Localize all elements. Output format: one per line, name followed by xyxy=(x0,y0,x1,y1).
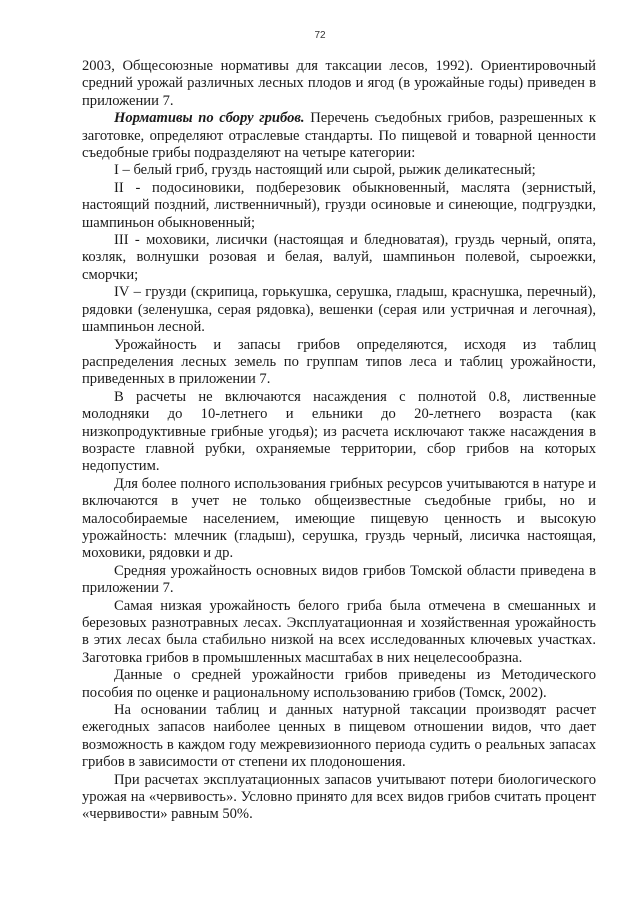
paragraph-mushroom-norms xyxy=(82,110,596,162)
paragraph-lowest-yield: Самая низкая урожайность белого гриба была отмечена в смешанных и березовых разнотравных лесах. Эксплуатационная и хозяйственная урожайность в этих лесах была стабильно низкой на всех исследованных ключевых участках. Заготовка грибов в промышленных масштабах в них нецелесообразна. xyxy=(82,597,596,666)
paragraph-fuller-use: Для более полного использования грибных ресурсов учитываются в натуре и включаются в учет не только общеизвестные съедобные грибы, но и малособираемые населением, имеющие пищевую ценность и высокую урожайность: млечник (гладыш), серушка, груздь черный, лисичка настоящая, моховики, рядовки и др. xyxy=(82,475,596,562)
category-item-3: III - моховики, лисички (настоящая и бледноватая), груздь черный, опята, козляк, волнушки розовая и белая, валуй, шампиньон полевой, сыроежки, сморчки; xyxy=(82,232,596,283)
category-item-1: I – белый гриб, груздь настоящий или сырой, рыжик деликатесный; xyxy=(114,162,536,179)
paragraph-wormy-losses: При расчетах эксплуатационных запасов учитывают потери биологического урожая на «червивость». Условно принято для всех видов грибов считать процент «червивости» равным 50%. xyxy=(82,771,596,823)
paragraph-average-yield: Средняя урожайность основных видов грибов Томской области приведена в приложении 7. xyxy=(82,562,596,597)
document-body xyxy=(82,58,596,824)
paragraph-text: Перечень съедобных грибов, разрешенных к заготовке, определяют отраслевые стандарты. По пищевой и товарной ценности съедобные грибы подразделяют на четыре категории: xyxy=(82,110,596,162)
paragraph-data-source: Данные о средней урожайности грибов приведены из Методического пособия по оценке и рациональному использованию грибов (Томск, 2002). xyxy=(82,667,596,701)
section-heading-mushroom-norms: Нормативы по сбору грибов. xyxy=(114,110,305,127)
page-number: 72 xyxy=(314,30,326,41)
category-item-4: IV – грузди (скрипица, горькушка, серушка, гладыш, краснушка, перечный), рядовки (зеленушка, серая рядовка), вешенки (серая или устричная и легочная), шампиньон лесной. xyxy=(82,284,596,336)
category-item-2: II - подосиновики, подберезовик обыкновенный, маслята (зернистый, настоящий поздний, лиственничный), грузди осиновые и синеющие, подгруздки, шампиньон обыкновенный; xyxy=(82,179,596,231)
paragraph-calculation: На основании таблиц и данных натурной таксации производят расчет ежегодных запасов наиболее ценных в пищевом отношении видов, что дает возможность в каждом году межревизионного периода судить о реальных запасах грибов в зависимости от степени их плодоношения. xyxy=(82,702,596,771)
paragraph-exclusions: В расчеты не включаются насаждения с полнотой 0.8, лиственные молодняки до 10-летнего и ельники до 20-летнего возраста (как низкопродуктивные грибные угодья); из расчета исключают также насаждения в возрасте главной рубки, охраняемые территории, сбор грибов на которых недопустим. xyxy=(82,388,596,475)
paragraph-yield-reserves: Урожайность и запасы грибов определяются, исходя из таблиц распределения лесных земель по группам типов леса и таблиц урожайности, приведенных в приложении 7. xyxy=(82,336,596,388)
paragraph-continuation: 2003, Общесоюзные нормативы для таксации лесов, 1992). Ориентировочный средний урожай различных лесных плодов и ягод (в урожайные годы) приведен в приложении 7. xyxy=(82,58,596,109)
